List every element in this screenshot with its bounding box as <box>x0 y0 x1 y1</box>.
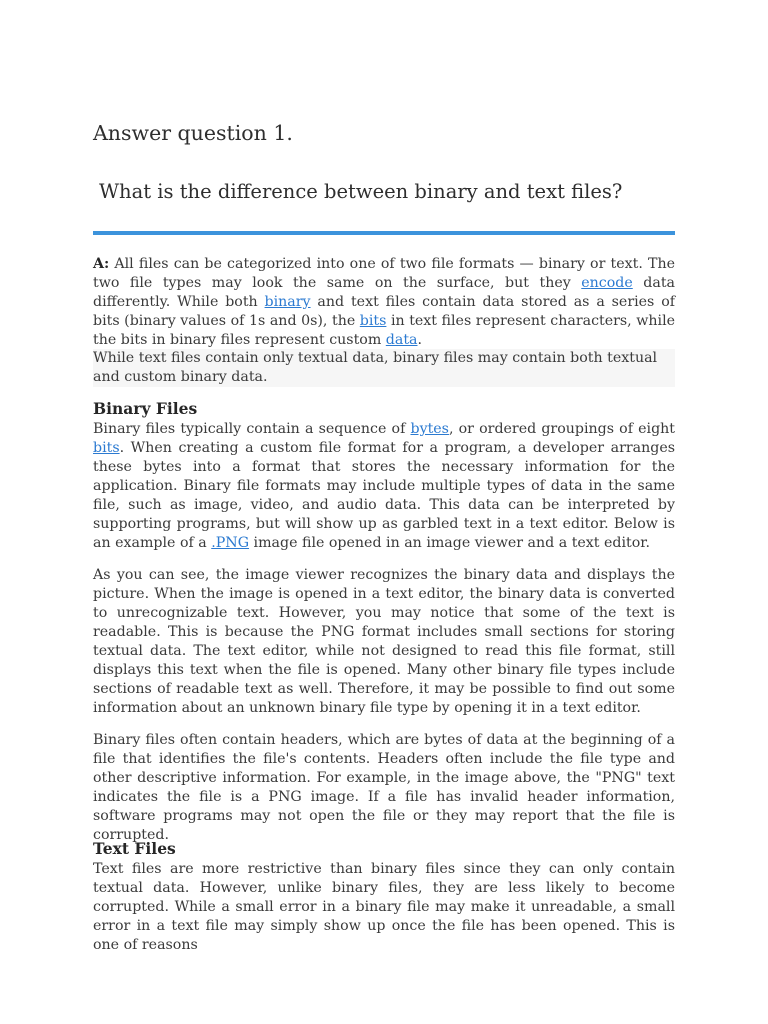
answer-lead: A: <box>93 256 110 272</box>
question-heading: What is the difference between binary and text files? <box>99 180 623 203</box>
link-bytes[interactable]: bytes <box>410 421 449 437</box>
document-title: Answer question 1. <box>93 121 293 145</box>
binary-paragraph-2: As you can see, the image viewer recognizes the binary data and displays the picture. When the image is opened in a text editor, the binary data is converted to unrecognizable text. However, you may notice that some of the text is readable. This is because the PNG format includes small sections for storing textual data. The text editor, while not designed to read this file format, still displays this text when the file is opened. Many other binary file types include sections of readable text as well. Therefore, it may be possible to find out some information about an unknown binary file type by opening it in a text editor. <box>93 567 675 716</box>
section-divider <box>93 231 675 235</box>
answer-text-2: data differently. While both <box>93 275 675 310</box>
link-bits-2[interactable]: bits <box>93 440 120 456</box>
answer-paragraph <box>93 255 675 350</box>
link-encode[interactable]: encode <box>581 275 633 291</box>
link-bits[interactable]: bits <box>359 313 387 329</box>
binary-p1-text-c: . When creating a custom file format for a program, a developer arranges these bytes into a format that stores the necessary information for the application. Binary file formats may include multiple types of data in the same file, such as image, video, and audio data. This data can be interpreted by supporting programs, but will show up as garbled text in a text editor. Below is an example of a <box>93 440 675 551</box>
answer-text-1: All files can be categorized into one of two file formats — binary or text. The two file types may look the same on the surface, but they <box>93 256 675 291</box>
binary-paragraph-1 <box>93 420 675 553</box>
link-binary[interactable]: binary <box>264 294 311 310</box>
link-png[interactable]: .PNG <box>211 535 250 551</box>
binary-p1-text-a: Binary files typically contain a sequence of <box>93 421 411 437</box>
text-files-heading: Text Files <box>93 839 176 858</box>
binary-files-heading: Binary Files <box>93 399 198 418</box>
answer-text-5: . <box>417 332 423 348</box>
answer-text-4: in text files represent characters, while the bits in binary files represent custom <box>93 313 675 348</box>
answer-note: While text files contain only textual data, binary files may contain both textual and custom binary data. <box>93 349 675 387</box>
binary-p1-text-b: , or ordered groupings of eight <box>448 421 675 437</box>
binary-p1-text-d: image file opened in an image viewer and a text editor. <box>249 535 650 551</box>
answer-text-3: and text files contain data stored as a series of bits (binary values of 1s and 0s), the <box>93 294 675 329</box>
link-data[interactable]: data <box>385 332 418 348</box>
binary-paragraph-3: Binary files often contain headers, which are bytes of data at the beginning of a file that identifies the file's contents. Headers often include the file type and other descriptive information. For example, in the image above, the "PNG" text indicates the file is a PNG image. If a file has invalid header information, software programs may not open the file or they may report that the file is corrupted. <box>93 732 675 843</box>
text-paragraph-1: Text files are more restrictive than binary files since they can only contain textual data. However, unlike binary files, they are less likely to become corrupted. While a small error in a binary file may make it unreadable, a small error in a text file may simply show up once the file has been opened. This is one of reasons <box>93 861 675 953</box>
